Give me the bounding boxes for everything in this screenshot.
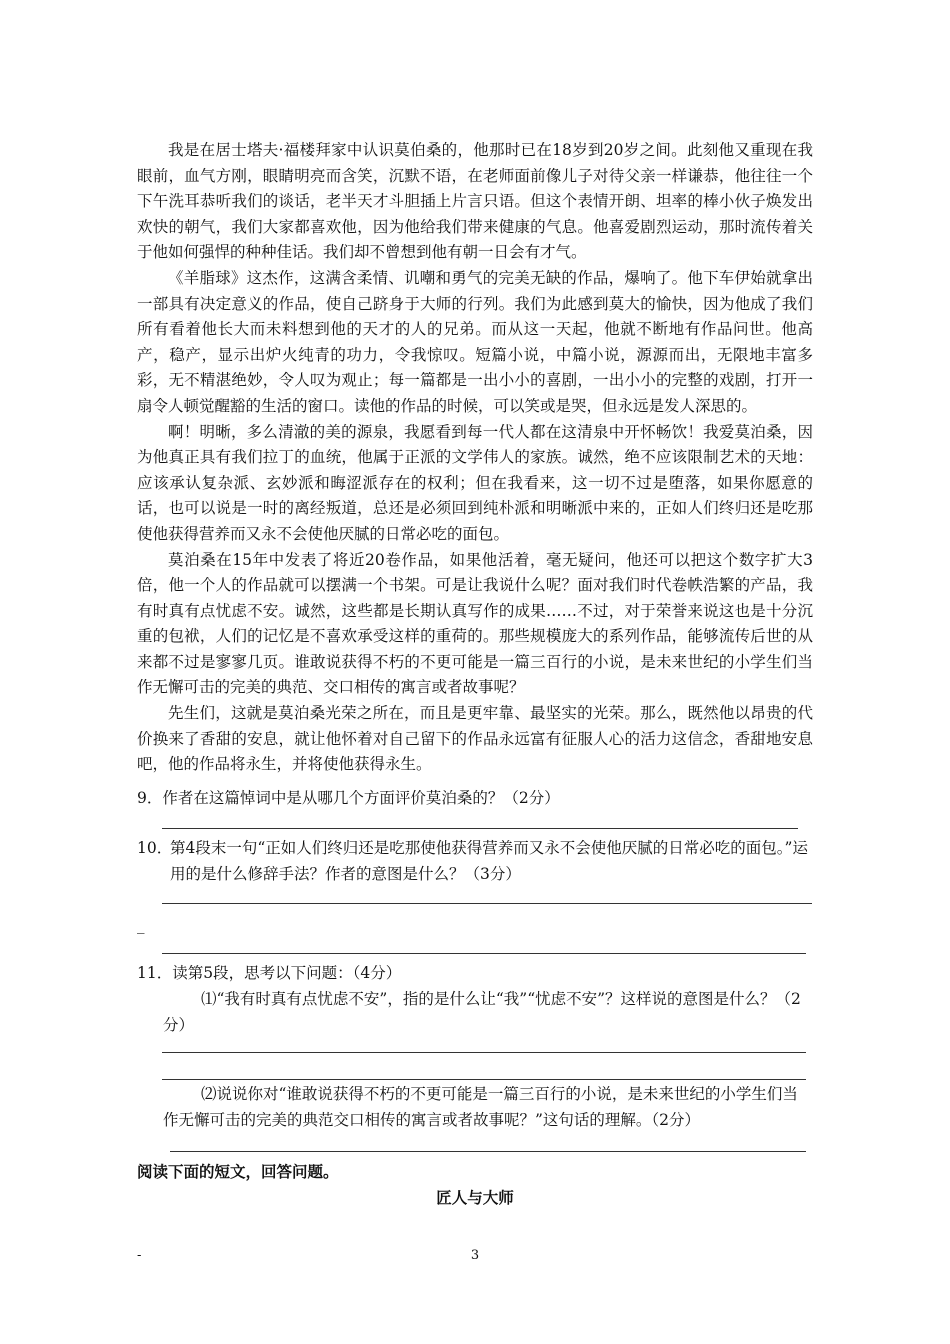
question-11-1 bbox=[163, 987, 813, 1038]
answer-line-q9[interactable] bbox=[162, 828, 798, 829]
paragraph-1: 我是在居士塔夫·福楼拜家中认识莫伯桑的，他那时已在18岁到20岁之间。此刻他又重现在我眼前，血气方刚，眼睛明亮而含笑，沉默不语，在老师面前像儿子对待父亲一样谦恭，他往往一个下午洗耳恭听我们的谈话，老半天才斗胆插上片言只语。但这个表情开朗、坦率的棒小伙子焕发出欢快的朝气，我们大家都喜欢他，因为他给我们带来健康的气息。他喜爱剧烈运动，那时流传着关于他如何强悍的种种佳话。我们却不曾想到他有朝一日会有才气。 bbox=[137, 141, 813, 262]
answer-line-q11-2[interactable] bbox=[170, 1151, 806, 1152]
paragraph-2: 《羊脂球》这杰作，这满含柔情、讥嘲和勇气的完美无缺的作品，爆响了。他下车伊始就拿出一部具有决定意义的作品，使自己跻身于大师的行列。我们为此感到莫大的愉快，因为他成了我们所有看着他长大而未料想到他的天才的人的兄弟。而从这一天起，他就不断地有作品问世。他高产，稳产，显示出炉火纯青的功力，令我惊叹。短篇小说，中篇小说，源源而出，无限地丰富多彩，无不精湛绝妙，令人叹为观止；每一篇都是一出小小的喜剧，一出小小的完整的戏剧，打开一扇令人顿觉醒豁的生活的窗口。读他的作品的时候，可以笑或是哭，但永远是发人深思的。 bbox=[137, 268, 813, 415]
question-11-1-text: ⑴“我有时真有点忧虑不安”，指的是什么让“我”“忧虑不安”？这样说的意图是什么？（2分） bbox=[163, 990, 801, 1034]
question-10 bbox=[137, 836, 813, 887]
paragraph-4: 莫泊桑在15年中发表了将近20卷作品，如果他活着，毫无疑问，他还可以把这个数字扩大3倍，他一个人的作品就可以摆满一个书架。可是让我说什么呢？面对我们时代卷帙浩繁的产品，我有时真有点忧虑不安。诚然，这些都是长期认真写作的成果……不过，对于荣誉来说这也是十分沉重的包袱，人们的记忆是不喜欢承受这样的重荷的。那些规模庞大的系列作品，能够流传后世的从来都不过是寥寥几页。谁敢说获得不朽的不更可能是一篇三百行的小说，是未来世纪的小学生们当作无懈可击的完美的典范、交口相传的寓言或者故事呢？ bbox=[137, 550, 813, 697]
article-title: 匠人与大师 bbox=[436, 1189, 514, 1207]
question-10-number: 10． bbox=[137, 839, 173, 857]
answer-line-q10-1[interactable] bbox=[162, 903, 812, 904]
paragraph-5: 先生们，这就是莫泊桑光荣之所在，而且是更牢靠、最坚实的光荣。那么，既然他以昂贵的代价换来了香甜的安息，就让他怀着对自己留下的作品永远富有征服人心的活力这信念，香甜地安息吧，他的作品将永生，并将使他获得永生。 bbox=[137, 704, 813, 774]
question-11-2 bbox=[163, 1082, 813, 1133]
stray-underscore: _ bbox=[137, 916, 145, 934]
footer-mark: - bbox=[137, 1248, 142, 1263]
answer-line-q10-2[interactable] bbox=[162, 953, 806, 954]
question-11-2-text: ⑵说说你对“谁敢说获得不朽的不更可能是一篇三百行的小说，是未来世纪的小学生们当作无懈可击的完美的典范交口相传的寓言或者故事呢？”这句话的理解。（2分） bbox=[163, 1085, 798, 1129]
question-10-text: 第4段末一句“正如人们终归还是吃那使他获得营养而又永不会使他厌腻的日常必吃的面包。”运用的是什么修辞手法？作者的意图是什么？（3分） bbox=[170, 839, 808, 883]
reading-instruction: 阅读下面的短文，回答问题。 bbox=[137, 1163, 339, 1181]
question-11: 11．读第5段，思考以下问题：（4分） bbox=[137, 964, 402, 982]
question-9: 9．作者在这篇悼词中是从哪几个方面评价莫泊桑的？（2分） bbox=[137, 789, 560, 807]
answer-line-q11-1a[interactable] bbox=[162, 1052, 806, 1053]
paragraph-3: 啊！明晰，多么清澈的美的源泉，我愿看到每一代人都在这清泉中开怀畅饮！我爱莫泊桑，因为他真正具有我们拉丁的血统，他属于正派的文学伟人的家族。诚然，绝不应该限制艺术的天地：应该承认复杂派、玄妙派和晦涩派存在的权利；但在我看来，这一切不过是堕落，如果你愿意的话，也可以说是一时的离经叛道，总还是必须回到纯朴派和明晰派中来的，正如人们终归还是吃那使他获得营养而又永不会使他厌腻的日常必吃的面包。 bbox=[137, 422, 813, 543]
answer-line-q11-1b[interactable] bbox=[162, 1079, 806, 1080]
page-number: 3 bbox=[470, 1248, 480, 1263]
passage bbox=[137, 138, 813, 778]
